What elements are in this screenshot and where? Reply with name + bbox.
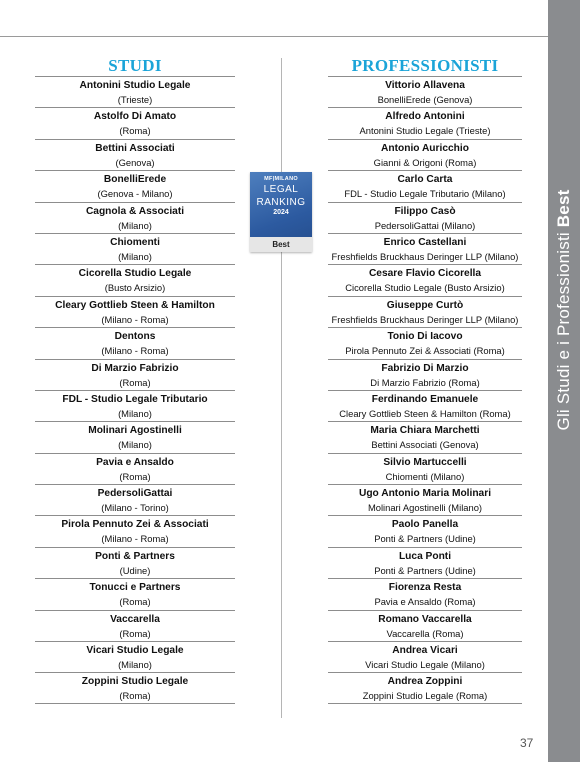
professionista-entry-name: Ugo Antonio Maria Molinari xyxy=(358,488,492,500)
studio-entry-name: Cagnola & Associati xyxy=(85,205,185,217)
studio-entry xyxy=(35,359,235,390)
studio-entry-city: (Milano - Torino) xyxy=(101,502,169,514)
studio-entry-city: (Genova - Milano) xyxy=(97,188,173,200)
sidebar-title-bold: Best xyxy=(554,189,573,228)
professionisti-column xyxy=(328,56,522,704)
studio-entry-name: Antonini Studio Legale xyxy=(79,80,191,91)
studio-entry-name: Bettini Associati xyxy=(95,142,175,154)
professionista-entry xyxy=(328,453,522,484)
professionista-entry-name: Luca Ponti xyxy=(398,550,452,562)
studio-entry xyxy=(35,610,235,641)
professionista-entry xyxy=(328,578,522,609)
studio-entry xyxy=(35,264,235,295)
professionista-entry-name: Tonio Di Iacovo xyxy=(387,331,463,343)
studio-entry-name: Vicari Studio Legale xyxy=(86,645,184,657)
studio-entry-city: (Milano - Roma) xyxy=(101,313,169,325)
sidebar-title-regular: Gli Studi e i Professionisti xyxy=(554,227,573,431)
professionista-entry-firm: PedersoliGattai (Milano) xyxy=(374,219,476,231)
professionista-entry-name: Andrea Vicari xyxy=(392,645,458,657)
professionista-entry-name: Carlo Carta xyxy=(397,174,453,186)
professionista-entry xyxy=(328,202,522,233)
badge-tier: Best xyxy=(250,237,312,252)
studio-entry xyxy=(35,139,235,170)
professionista-entry-firm: Bettini Associati (Genova) xyxy=(371,439,479,451)
professionista-entry-name: Romano Vaccarella xyxy=(378,613,472,625)
studio-entry-city: (Milano - Roma) xyxy=(101,533,169,545)
studio-entry-city: (Roma) xyxy=(119,690,151,702)
professionista-entry-firm: Molinari Agostinelli (Milano) xyxy=(367,502,483,514)
header-rule xyxy=(0,36,548,37)
professionista-entry-name: Alfredo Antonini xyxy=(385,111,465,123)
badge-line1: LEGAL xyxy=(263,184,299,195)
professionista-entry-firm: Di Marzio Fabrizio (Roma) xyxy=(370,376,480,388)
professionista-entry-firm: Freshfields Bruckhaus Deringer LLP (Milano) xyxy=(331,250,519,262)
professionista-entry xyxy=(328,610,522,641)
legal-ranking-badge xyxy=(250,172,312,252)
column-divider xyxy=(281,58,282,718)
studio-entry xyxy=(35,547,235,578)
professionista-entry-name: Paolo Panella xyxy=(391,519,459,531)
professionista-entry xyxy=(328,296,522,327)
studio-entry-city: (Roma) xyxy=(119,627,151,639)
studio-entry xyxy=(35,170,235,201)
professionista-entry-name: Andrea Zoppini xyxy=(387,676,463,688)
professionista-entry-name: Enrico Castellani xyxy=(383,236,467,248)
studio-entry-name: PedersoliGattai xyxy=(97,488,173,500)
studio-entry-city: (Roma) xyxy=(119,376,151,388)
studio-entry xyxy=(35,296,235,327)
studio-entry-name: Astolfo Di Amato xyxy=(93,111,177,123)
studio-entry xyxy=(35,327,235,358)
professionista-entry-name: Vittorio Allavena xyxy=(385,80,465,91)
studio-entry-city: (Udine) xyxy=(119,564,151,576)
studio-entry-name: Ponti & Partners xyxy=(95,550,175,562)
professionista-entry xyxy=(328,641,522,672)
studio-entry xyxy=(35,107,235,138)
studio-entry xyxy=(35,421,235,452)
professionista-entry xyxy=(328,515,522,546)
studio-entry xyxy=(35,233,235,264)
professionista-entry xyxy=(328,390,522,421)
professionista-entry-firm: Cicorella Studio Legale (Busto Arsizio) xyxy=(345,282,505,294)
professionista-entry xyxy=(328,139,522,170)
professionista-entry-name: Antonio Auricchio xyxy=(381,142,469,154)
professionista-entry-firm: Gianni & Origoni (Roma) xyxy=(373,156,477,168)
studio-entry-name: Dentons xyxy=(114,331,156,343)
studio-entry-name: Di Marzio Fabrizio xyxy=(91,362,179,374)
badge-year: 2024 xyxy=(273,209,289,216)
professionisti-list xyxy=(328,76,522,704)
professionista-entry xyxy=(328,359,522,390)
studi-column xyxy=(35,56,235,704)
studio-entry-city: (Roma) xyxy=(119,596,151,608)
studio-entry-city: (Roma) xyxy=(119,125,151,137)
professionista-entry-firm: Antonini Studio Legale (Trieste) xyxy=(359,125,491,137)
studio-entry-city: (Milano) xyxy=(118,659,152,671)
professionista-entry xyxy=(328,264,522,295)
professionista-entry xyxy=(328,421,522,452)
professionista-entry-firm: Pirola Pennuto Zei & Associati (Roma) xyxy=(345,345,505,357)
professionista-entry-name: Filippo Casò xyxy=(394,205,456,217)
professionista-entry-firm: Ponti & Partners (Udine) xyxy=(374,533,476,545)
professionista-entry xyxy=(328,233,522,264)
studi-list xyxy=(35,76,235,704)
studi-title: STUDI xyxy=(108,56,162,75)
professionista-entry-firm: Freshfields Bruckhaus Deringer LLP (Milano) xyxy=(331,313,519,325)
professionista-entry-firm: Chiomenti (Milano) xyxy=(385,470,465,482)
professionista-entry-firm: Pavia e Ansaldo (Roma) xyxy=(374,596,476,608)
professionista-entry-firm: Zoppini Studio Legale (Roma) xyxy=(362,690,488,702)
professionista-entry xyxy=(328,76,522,107)
studio-entry-name: FDL - Studio Legale Tributario xyxy=(62,393,208,405)
studio-entry-name: Cleary Gottlieb Steen & Hamilton xyxy=(55,299,215,311)
studio-entry xyxy=(35,453,235,484)
studio-entry-name: BonelliErede xyxy=(103,174,167,186)
studio-entry-city: (Milano) xyxy=(118,250,152,262)
professionista-entry-firm: Vicari Studio Legale (Milano) xyxy=(365,659,485,671)
studio-entry-city: (Trieste) xyxy=(117,94,153,105)
professionista-entry-name: Cesare Flavio Cicorella xyxy=(368,268,482,280)
professionista-entry-name: Silvio Martuccelli xyxy=(383,456,467,468)
studio-entry-city: (Milano - Roma) xyxy=(101,345,169,357)
badge-line2: RANKING xyxy=(256,197,306,208)
professionista-entry xyxy=(328,107,522,138)
sidebar-title xyxy=(554,190,574,431)
studio-entry-name: Vaccarella xyxy=(110,613,160,625)
professionista-entry-name: Maria Chiara Marchetti xyxy=(370,425,480,437)
professionista-entry-name: Fabrizio Di Marzio xyxy=(381,362,469,374)
studio-entry xyxy=(35,578,235,609)
professionista-entry xyxy=(328,672,522,703)
studio-entry xyxy=(35,672,235,703)
professionista-entry-name: Giuseppe Curtò xyxy=(386,299,464,311)
studio-entry xyxy=(35,76,235,107)
professionista-entry-firm: Ponti & Partners (Udine) xyxy=(374,564,476,576)
studio-entry xyxy=(35,515,235,546)
professionista-entry-name: Ferdinando Emanuele xyxy=(371,393,479,405)
professionista-entry-firm: Cleary Gottlieb Steen & Hamilton (Roma) xyxy=(339,407,511,419)
studio-entry xyxy=(35,390,235,421)
professionista-entry-firm: BonelliErede (Genova) xyxy=(377,94,473,105)
professionista-entry xyxy=(328,170,522,201)
studio-entry-name: Zoppini Studio Legale xyxy=(81,676,189,688)
studio-entry-city: (Milano) xyxy=(118,219,152,231)
professionista-entry-firm: Vaccarella (Roma) xyxy=(386,627,464,639)
studio-entry-city: (Milano) xyxy=(118,439,152,451)
studio-entry xyxy=(35,641,235,672)
studio-entry xyxy=(35,202,235,233)
studio-entry-city: (Genova) xyxy=(115,156,155,168)
professionista-entry-name: Fiorenza Resta xyxy=(388,582,462,594)
professionista-entry xyxy=(328,484,522,515)
studio-entry xyxy=(35,484,235,515)
professionista-entry-firm: FDL - Studio Legale Tributario (Milano) xyxy=(344,188,506,200)
studio-entry-name: Chiomenti xyxy=(110,236,160,248)
studio-entry-city: (Milano) xyxy=(118,407,152,419)
studio-entry-name: Pirola Pennuto Zei & Associati xyxy=(61,519,209,531)
page-number: 37 xyxy=(520,736,534,750)
studio-entry-city: (Roma) xyxy=(119,470,151,482)
professionista-entry xyxy=(328,327,522,358)
studio-entry-name: Cicorella Studio Legale xyxy=(78,268,192,280)
professionista-entry xyxy=(328,547,522,578)
studio-entry-city: (Busto Arsizio) xyxy=(104,282,166,294)
badge-publisher: MF|MILANO xyxy=(264,176,298,182)
studio-entry-name: Pavia e Ansaldo xyxy=(96,456,174,468)
professionisti-title: PROFESSIONISTI xyxy=(351,56,499,75)
studio-entry-name: Tonucci e Partners xyxy=(89,582,181,594)
studio-entry-name: Molinari Agostinelli xyxy=(88,425,182,437)
